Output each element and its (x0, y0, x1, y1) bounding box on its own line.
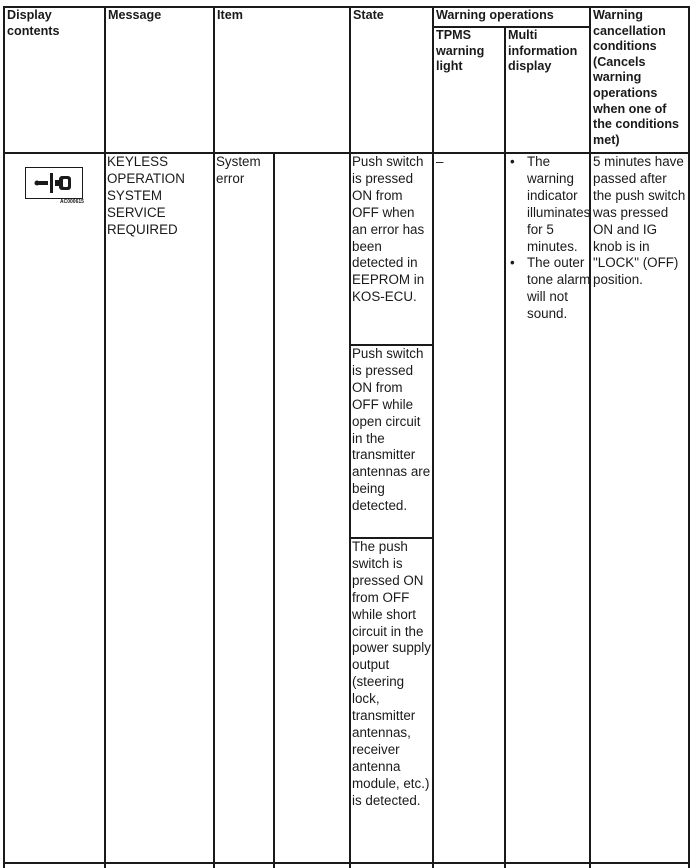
col-border-1 (104, 6, 106, 868)
tpms-warning-light-cell: – (436, 154, 444, 169)
state-cell-1: Push switch is pressed ON from OFF when an error has been detected in EEPROM in KOS-ECU. (352, 154, 425, 305)
icon-code-label: AC000615 (60, 199, 84, 205)
col-border-4 (432, 6, 434, 868)
col-border-5 (504, 26, 506, 868)
header-item: Item (217, 8, 243, 22)
table-bottom-border (3, 862, 689, 864)
item-cell: System error (216, 154, 261, 186)
state-cell-3: The push switch is pressed ON from OFF while short circuit in the power supply output (steering lock, transmitter antennas, receiver antenna module, etc.) is detected. (352, 539, 431, 808)
header-warning-cancellation: Warning cancellation conditions (Cancels warning operations when one of the conditions met) (593, 8, 680, 147)
multi-info-bullet-1 (510, 154, 591, 254)
col-border-2 (213, 6, 215, 868)
message-cell: KEYLESS OPERATION SYSTEM SERVICE REQUIRED (107, 154, 185, 237)
header-tpms-warning-light: TPMS warning light (436, 28, 485, 74)
header-multi-information-display: Multi information display (508, 28, 578, 74)
header-state: State (353, 8, 384, 22)
bullet-icon: • (510, 154, 515, 169)
col-border-3 (349, 6, 351, 868)
multi-info-bullet-2 (510, 255, 590, 345)
bullet-icon: • (510, 255, 515, 270)
col-border-item-sub (273, 152, 275, 868)
warning-cancellation-cell: 5 minutes have passed after the push switch was pressed ON and IG knob is in "LOCK" (OFF) position. (593, 154, 686, 288)
multi-info-text-1: The warning indicator illuminates for 5 minutes. (527, 154, 591, 254)
header-message: Message (108, 8, 162, 22)
multi-info-text-2: The outer tone alarm will not sound. (527, 255, 591, 321)
state-cell-2: Push switch is pressed ON from OFF while open circuit in the transmitter antennas are being detected. (352, 346, 431, 514)
col-border-7 (688, 6, 690, 868)
header-display-contents: Display contents (7, 8, 60, 38)
header-warning-operations: Warning operations (436, 8, 554, 22)
col-border-6 (589, 6, 591, 868)
table-top-border (3, 6, 689, 8)
col-border-0 (3, 6, 5, 868)
seatbelt-key-icon (25, 167, 83, 199)
